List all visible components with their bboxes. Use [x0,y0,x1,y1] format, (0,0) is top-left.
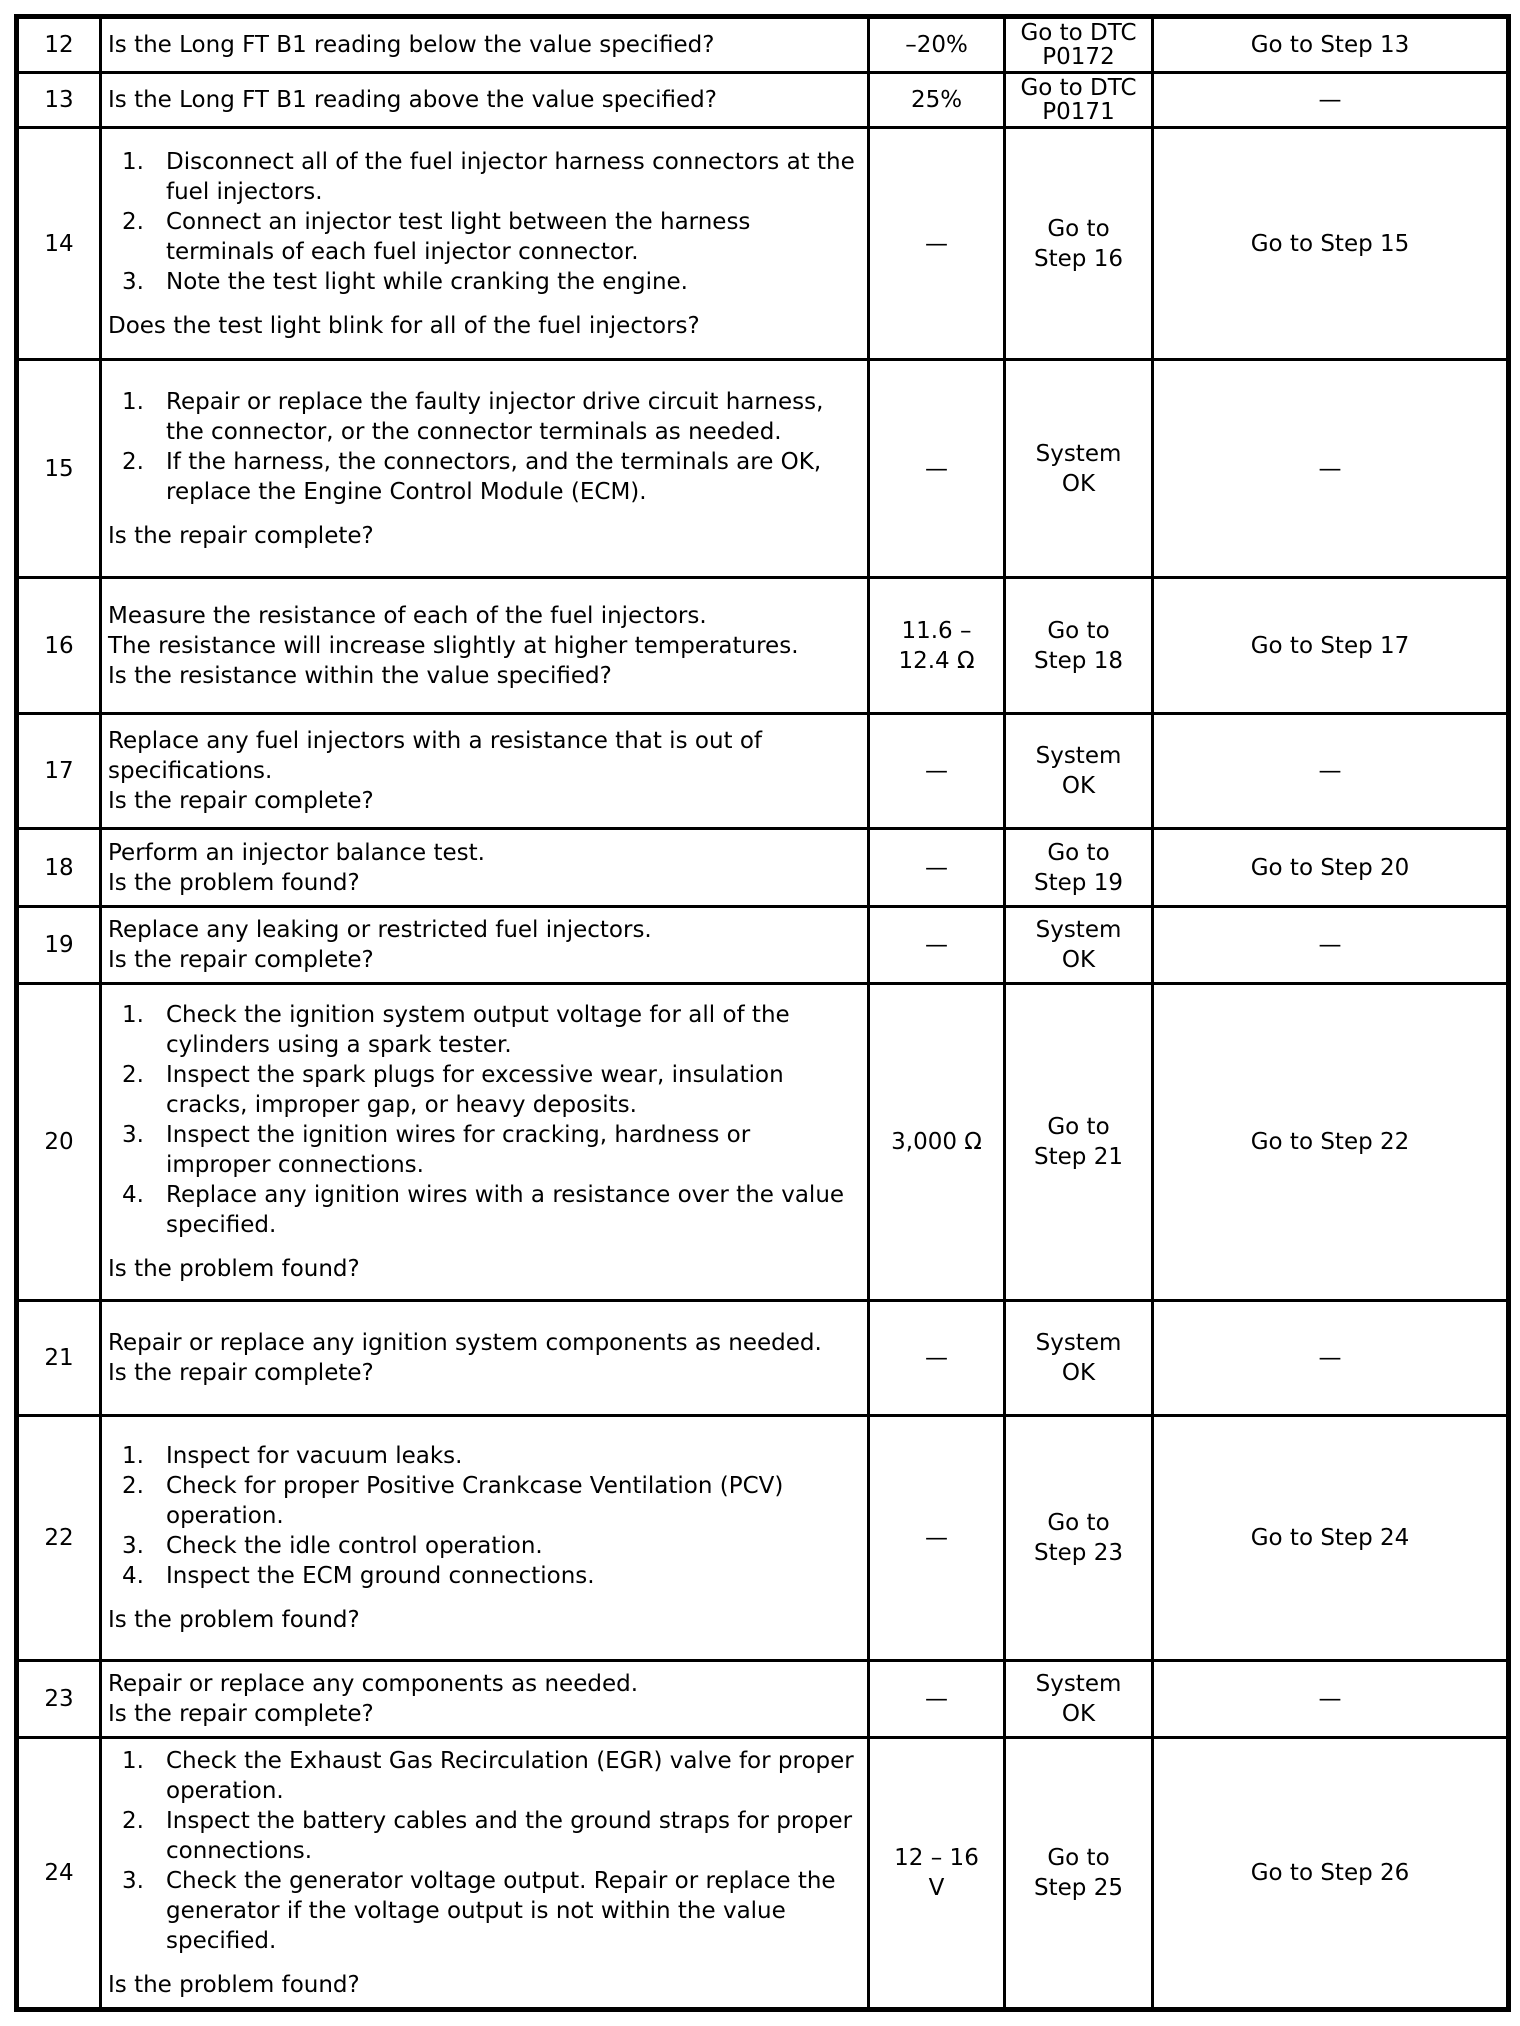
table-row [17,714,1509,829]
list-text: Inspect for vacuum leaks. [166,1443,463,1469]
action-paragraph: Replace any fuel injectors with a resistance that is out of specifications. [108,728,763,784]
list-number: 1. [122,1002,144,1028]
no-cell: — [1153,907,1509,984]
action-list-item [108,447,863,507]
table-row [17,1738,1509,2010]
table-row [17,907,1509,984]
list-number: 3. [122,268,144,295]
action-question: Is the Long FT B1 reading above the value specified? [108,87,717,113]
action-list-item [108,1561,863,1591]
yes-cell: System OK [1005,1661,1153,1738]
no-cell: Go to Step 20 [1153,829,1509,907]
step-number: 13 [17,73,101,128]
list-number: 2. [122,448,144,475]
value-cell: — [869,714,1005,829]
step-number: 24 [17,1738,101,2010]
value-cell: — [869,829,1005,907]
action-cell [101,1416,869,1661]
no-cell: — [1153,714,1509,829]
action-content [108,1328,863,1388]
step-number: 15 [17,360,101,578]
action-content [108,915,863,975]
action-question: Is the repair complete? [108,1701,374,1727]
action-list-item [108,1180,863,1240]
list-text: Inspect the ignition wires for cracking, hardness or improper connections. [166,1122,751,1178]
step-number: 19 [17,907,101,984]
step-number: 14 [17,128,101,360]
value-cell: — [869,907,1005,984]
action-cell [101,907,869,984]
action-question: Is the problem found? [108,1972,360,1998]
yes-cell: Go to DTC P0172 [1005,17,1153,73]
yes-cell: Go to Step 23 [1005,1416,1153,1661]
list-text: Inspect the battery cables and the ground straps for proper connections. [166,1808,853,1864]
yes-cell: Go to Step 19 [1005,829,1153,907]
list-text: Check the Exhaust Gas Recirculation (EGR) valve for proper operation. [166,1748,854,1804]
action-question: Is the Long FT B1 reading below the value specified? [108,32,715,58]
list-text: Check the ignition system output voltage for all of the cylinders using a spark tester. [166,1002,790,1058]
list-number: 2. [122,1473,144,1499]
action-content [108,1669,863,1729]
list-number: 1. [122,148,144,175]
no-cell: Go to Step 15 [1153,128,1509,360]
list-number: 3. [122,1122,144,1148]
action-cell [101,17,869,73]
yes-cell: Go to Step 18 [1005,578,1153,714]
no-cell: — [1153,360,1509,578]
action-question: Is the repair complete? [108,947,374,973]
list-text: If the harness, the connectors, and the terminals are OK, replace the Engine Control Module (ECM). [166,448,822,505]
no-cell: Go to Step 22 [1153,984,1509,1301]
action-cell [101,128,869,360]
action-question: Is the resistance within the value specified? [108,662,612,689]
value-cell: — [869,1301,1005,1416]
yes-cell: System OK [1005,360,1153,578]
action-question: Is the repair complete? [108,1360,374,1386]
table-row [17,984,1509,1301]
table-row [17,128,1509,360]
action-paragraph: Perform an injector balance test. [108,839,485,866]
value-cell: — [869,1661,1005,1738]
action-content [108,838,863,898]
no-cell: — [1153,73,1509,128]
action-question: Is the problem found? [108,1256,360,1282]
action-cell [101,1301,869,1416]
action-question: Is the repair complete? [108,522,374,549]
list-text: Replace any ignition wires with a resistance over the value specified. [166,1182,845,1238]
list-number: 1. [122,1443,144,1469]
list-text: Connect an injector test light between the harness terminals of each fuel injector connector. [166,208,751,265]
action-list-item [108,1866,863,1956]
action-cell [101,73,869,128]
action-content [108,147,863,341]
list-text: Inspect the spark plugs for excessive wear, insulation cracks, improper gap, or heavy deposits. [166,1062,784,1118]
list-number: 3. [122,1868,144,1894]
step-number: 17 [17,714,101,829]
step-number: 21 [17,1301,101,1416]
value-cell: 12 – 16 V [869,1738,1005,2010]
action-list-item [108,147,863,207]
table-row [17,829,1509,907]
action-list-item [108,207,863,267]
action-cell [101,1738,869,2010]
yes-cell: System OK [1005,714,1153,829]
action-list-item [108,1000,863,1060]
no-cell: Go to Step 24 [1153,1416,1509,1661]
yes-cell: System OK [1005,1301,1153,1416]
value-cell: 11.6 – 12.4 Ω [869,578,1005,714]
table-row [17,1301,1509,1416]
yes-cell: Go to Step 25 [1005,1738,1153,2010]
list-text: Check the idle control operation. [166,1533,543,1559]
step-number: 22 [17,1416,101,1661]
list-text: Note the test light while cranking the engine. [166,268,688,295]
action-content [108,726,863,816]
list-number: 3. [122,1533,144,1559]
list-number: 4. [122,1182,144,1208]
no-cell: — [1153,1661,1509,1738]
action-cell [101,829,869,907]
value-cell: — [869,128,1005,360]
list-number: 2. [122,1808,144,1834]
action-list-item [108,1060,863,1120]
list-text: Repair or replace the faulty injector drive circuit harness, the connector, or the connector terminals as needed. [166,388,824,445]
no-cell: Go to Step 26 [1153,1738,1509,2010]
table-row [17,17,1509,73]
action-question: Is the repair complete? [108,788,374,814]
value-cell: — [869,1416,1005,1661]
list-text: Inspect the ECM ground connections. [166,1563,595,1589]
value-cell: — [869,360,1005,578]
action-cell [101,984,869,1301]
action-list-item [108,267,863,297]
no-cell: — [1153,1301,1509,1416]
action-cell [101,714,869,829]
action-content [108,1000,863,1284]
table-row [17,360,1509,578]
list-number: 1. [122,388,144,415]
action-list-item [108,1441,863,1471]
step-number: 16 [17,578,101,714]
table-row [17,73,1509,128]
list-text: Check for proper Positive Crankcase Ventilation (PCV) operation. [166,1473,784,1529]
action-content [108,30,863,60]
yes-cell: Go to DTC P0171 [1005,73,1153,128]
no-cell: Go to Step 17 [1153,578,1509,714]
value-cell: –20% [869,17,1005,73]
diagnostic-table [14,14,1511,2012]
table-row [17,1416,1509,1661]
action-question: Does the test light blink for all of the fuel injectors? [108,312,700,339]
action-paragraph: Repair or replace any ignition system components as needed. [108,1330,822,1356]
list-text: Disconnect all of the fuel injector harness connectors at the fuel injectors. [166,148,855,205]
action-paragraph: Measure the resistance of each of the fuel injectors. [108,602,707,629]
step-number: 20 [17,984,101,1301]
action-question: Is the problem found? [108,1607,360,1633]
action-list-item [108,387,863,447]
list-number: 2. [122,208,144,235]
yes-cell: System OK [1005,907,1153,984]
action-list-item [108,1120,863,1180]
action-paragraph: The resistance will increase slightly at higher temperatures. [108,632,799,659]
step-number: 23 [17,1661,101,1738]
action-content [108,601,863,691]
action-list-item [108,1531,863,1561]
list-text: Check the generator voltage output. Repair or replace the generator if the voltage output is not within the value specified. [166,1868,836,1954]
no-cell: Go to Step 13 [1153,17,1509,73]
list-number: 1. [122,1748,144,1774]
action-content [108,1441,863,1635]
action-list-item [108,1746,863,1806]
yes-cell: Go to Step 21 [1005,984,1153,1301]
value-cell: 25% [869,73,1005,128]
action-paragraph: Repair or replace any components as needed. [108,1671,639,1697]
step-number: 12 [17,17,101,73]
action-list-item [108,1806,863,1866]
table-row [17,578,1509,714]
action-question: Is the problem found? [108,869,360,896]
action-list-item [108,1471,863,1531]
action-cell [101,578,869,714]
action-content [108,85,863,115]
list-number: 4. [122,1563,144,1589]
action-paragraph: Replace any leaking or restricted fuel injectors. [108,917,652,943]
value-cell: 3,000 Ω [869,984,1005,1301]
table-row [17,1661,1509,1738]
list-number: 2. [122,1062,144,1088]
yes-cell: Go to Step 16 [1005,128,1153,360]
action-content [108,387,863,551]
action-content [108,1746,863,2000]
action-cell [101,1661,869,1738]
step-number: 18 [17,829,101,907]
action-cell [101,360,869,578]
